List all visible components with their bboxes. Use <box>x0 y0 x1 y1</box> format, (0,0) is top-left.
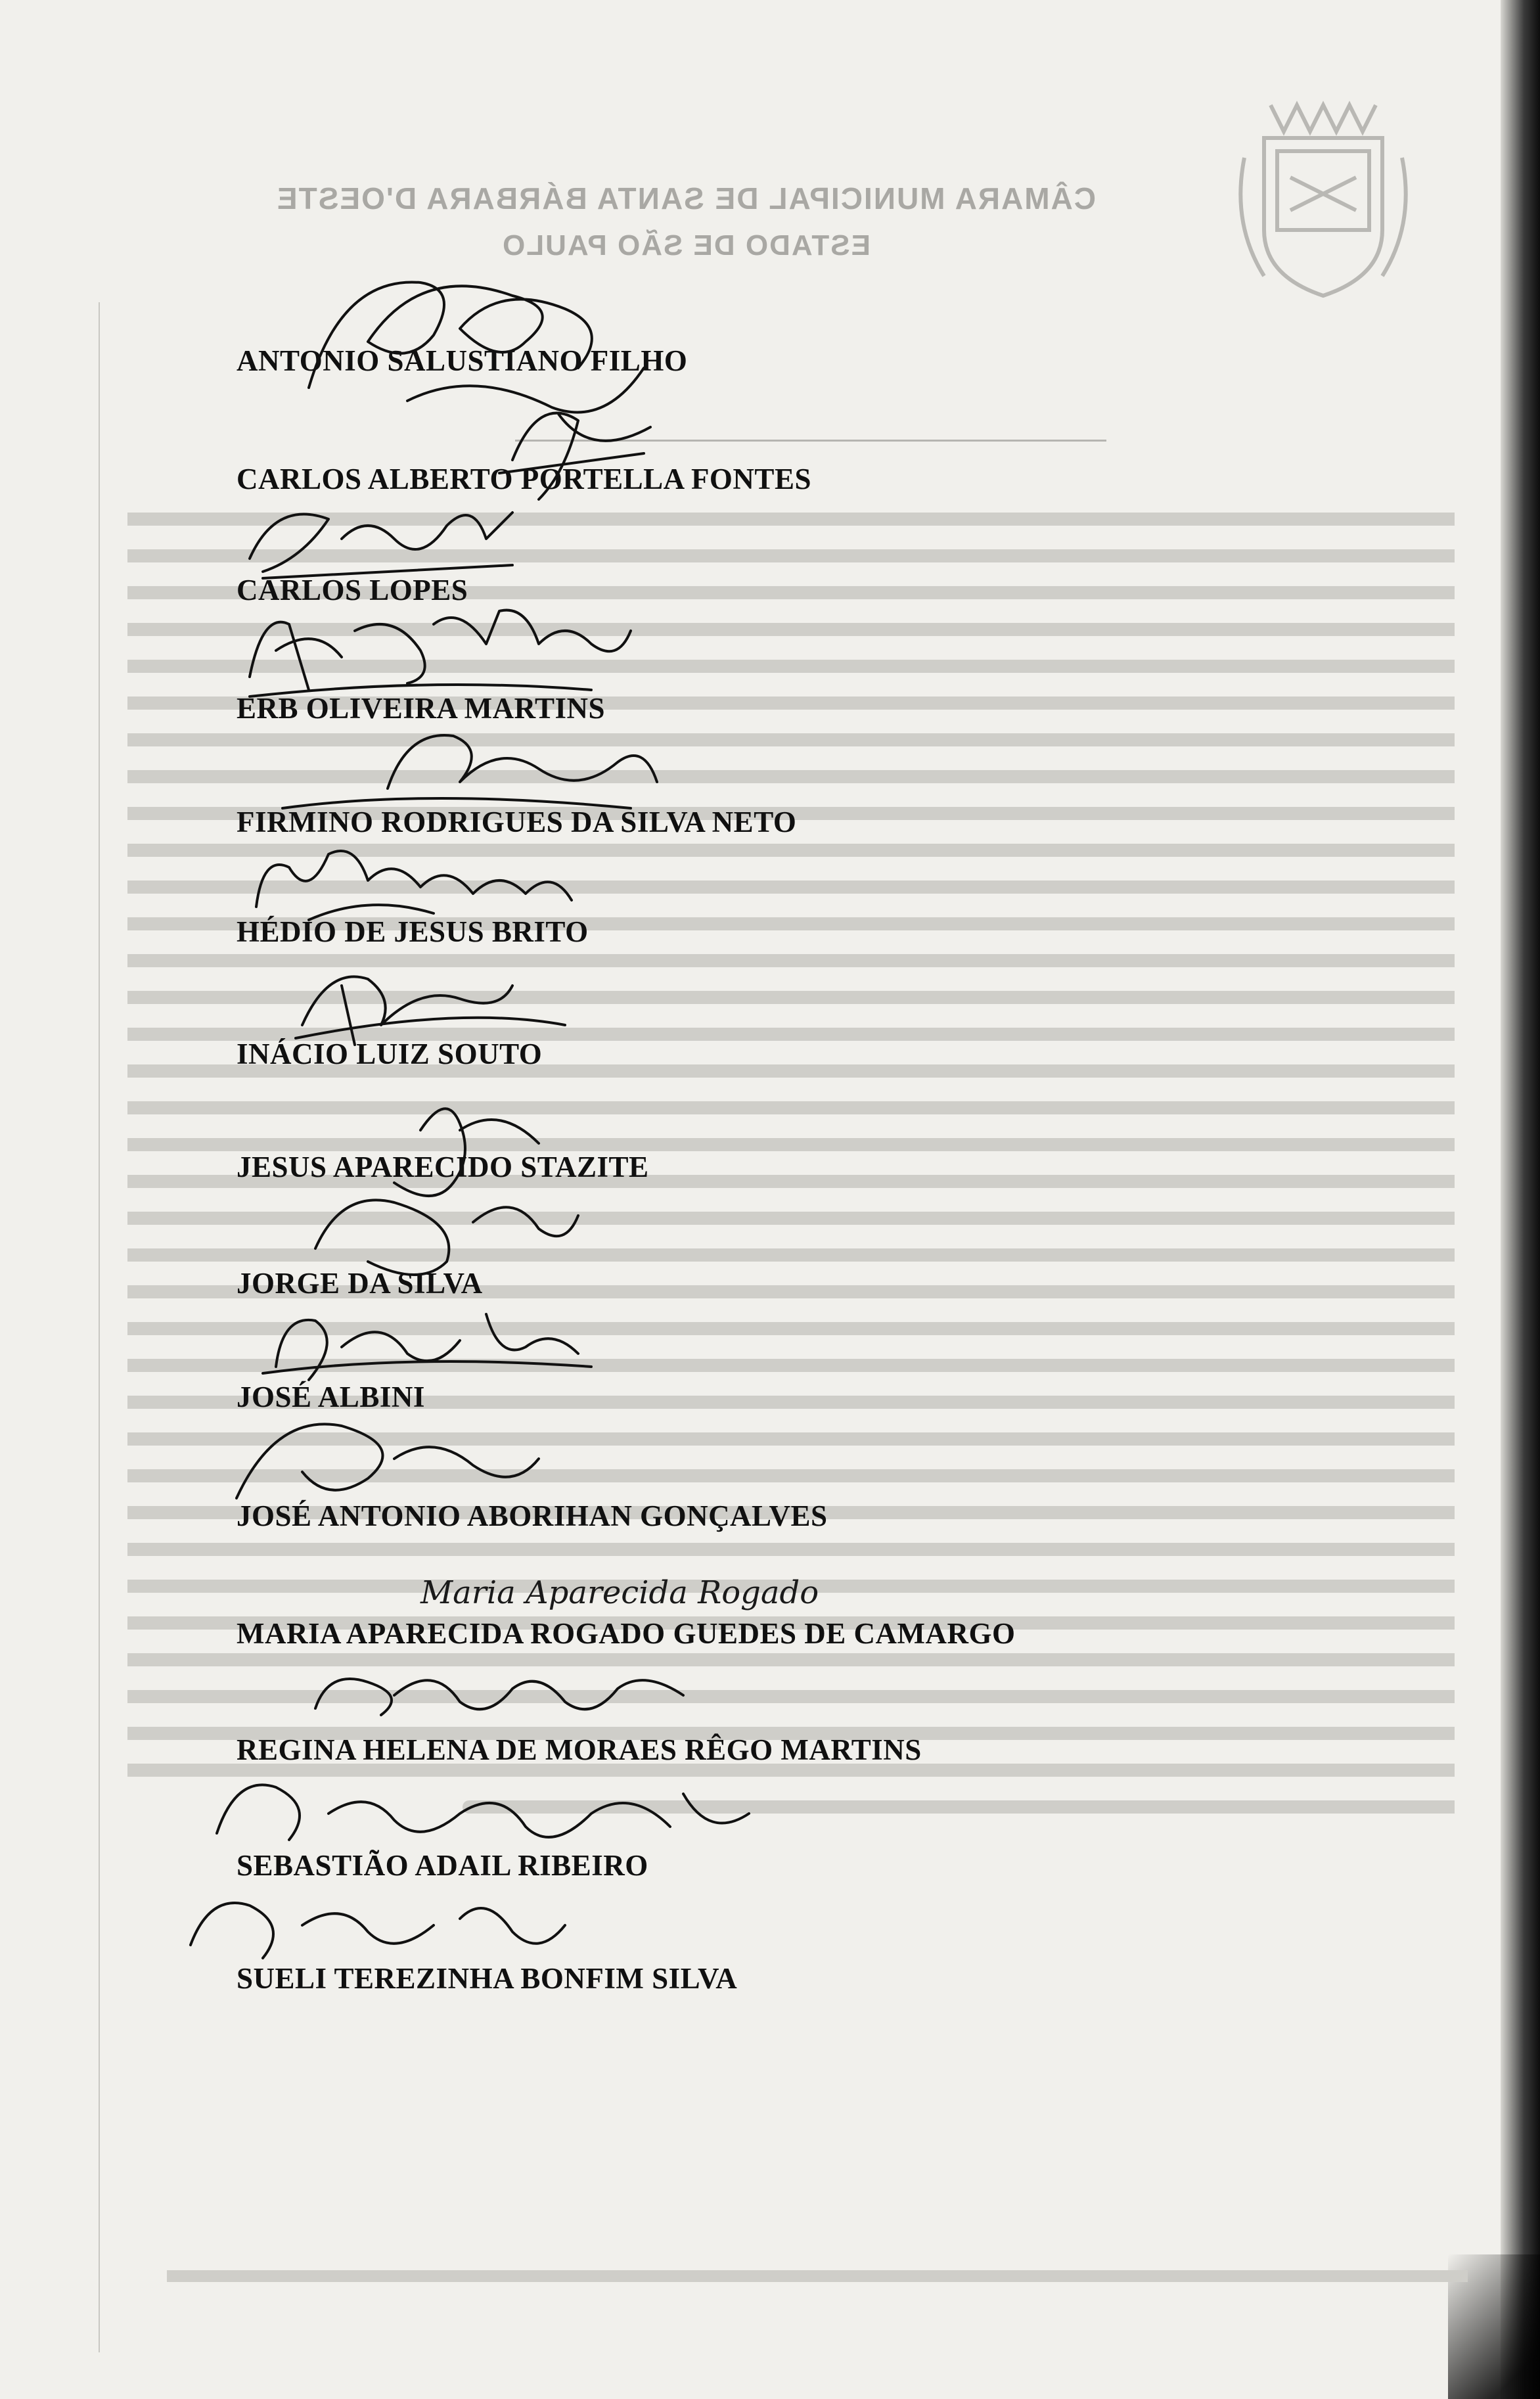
signature-regina <box>315 1679 683 1715</box>
signatory-name: JOSÉ ANTONIO ABORIHAN GONÇALVES <box>237 1499 828 1532</box>
signatory-name: SUELI TEREZINHA BONFIM SILVA <box>237 1962 738 1995</box>
signatory-name: JORGE DA SILVA <box>237 1267 483 1300</box>
signature-erb <box>250 610 631 697</box>
signature-jose-albini <box>263 1314 591 1380</box>
signatory-name: JOSÉ ALBINI <box>237 1381 425 1413</box>
signatory-row <box>237 1961 737 2001</box>
signatory-row <box>237 805 796 844</box>
signature-jose-antonio <box>237 1424 539 1498</box>
signatory-name: ANTONIO SALUSTIANO FILHO <box>237 344 688 377</box>
signatory-name: CARLOS LOPES <box>237 574 468 606</box>
signatory-row <box>237 1499 827 1538</box>
bleed-header-line1: CÂMARA MUNICIPAL DE SANTA BÁRBARA D'OESTE <box>275 181 1097 216</box>
signatory-row <box>237 462 811 501</box>
signatory-row <box>237 691 605 731</box>
signatory-row <box>237 1266 483 1306</box>
signatory-row <box>237 1150 649 1189</box>
bleed-title-block <box>384 325 1238 442</box>
signatory-row <box>237 573 468 612</box>
signature-carlos-lopes <box>250 513 512 578</box>
signatory-row <box>237 1848 648 1888</box>
signature-sebastiao <box>217 1785 749 1840</box>
signatory-row <box>237 1380 425 1419</box>
signatory-name: ERB OLIVEIRA MARTINS <box>237 692 606 725</box>
signatory-name: MARIA APARECIDA ROGADO GUEDES DE CAMARGO <box>237 1617 1016 1650</box>
signatory-name: HÉDIO DE JESUS BRITO <box>237 915 589 948</box>
signatory-row <box>237 1037 542 1076</box>
signatory-row <box>237 1616 1015 1656</box>
signatory-row <box>237 915 589 954</box>
signatory-row <box>237 344 687 383</box>
signatory-name: SEBASTIÃO ADAIL RIBEIRO <box>237 1849 648 1882</box>
signature-inacio <box>296 976 565 1045</box>
maria-handwritten-signature: Maria Aparecida Rogado <box>420 1574 819 1611</box>
signature-jorge <box>315 1200 578 1275</box>
bleed-footer-line <box>88 2270 1468 2282</box>
signatory-name: CARLOS ALBERTO PORTELLA FONTES <box>237 463 811 495</box>
signatory-row <box>237 1733 922 1772</box>
signature-hedio <box>256 851 572 920</box>
bleed-header-line2: ESTADO DE SÃO PAULO <box>501 229 871 262</box>
signatory-name: REGINA HELENA DE MORAES RÊGO MARTINS <box>237 1733 922 1766</box>
signature-sueli <box>191 1903 565 1958</box>
municipal-coat-of-arms-icon <box>1225 79 1422 302</box>
signature-firmino <box>283 735 657 808</box>
page-corner-shadow <box>1448 2254 1540 2399</box>
signatory-name: FIRMINO RODRIGUES DA SILVA NETO <box>237 806 797 838</box>
page-edge-shadow <box>1501 0 1540 2399</box>
signatory-name: INÁCIO LUIZ SOUTO <box>237 1038 543 1070</box>
left-margin-rule <box>99 302 100 2352</box>
signatory-name: JESUS APARECIDO STAZITE <box>237 1151 649 1183</box>
